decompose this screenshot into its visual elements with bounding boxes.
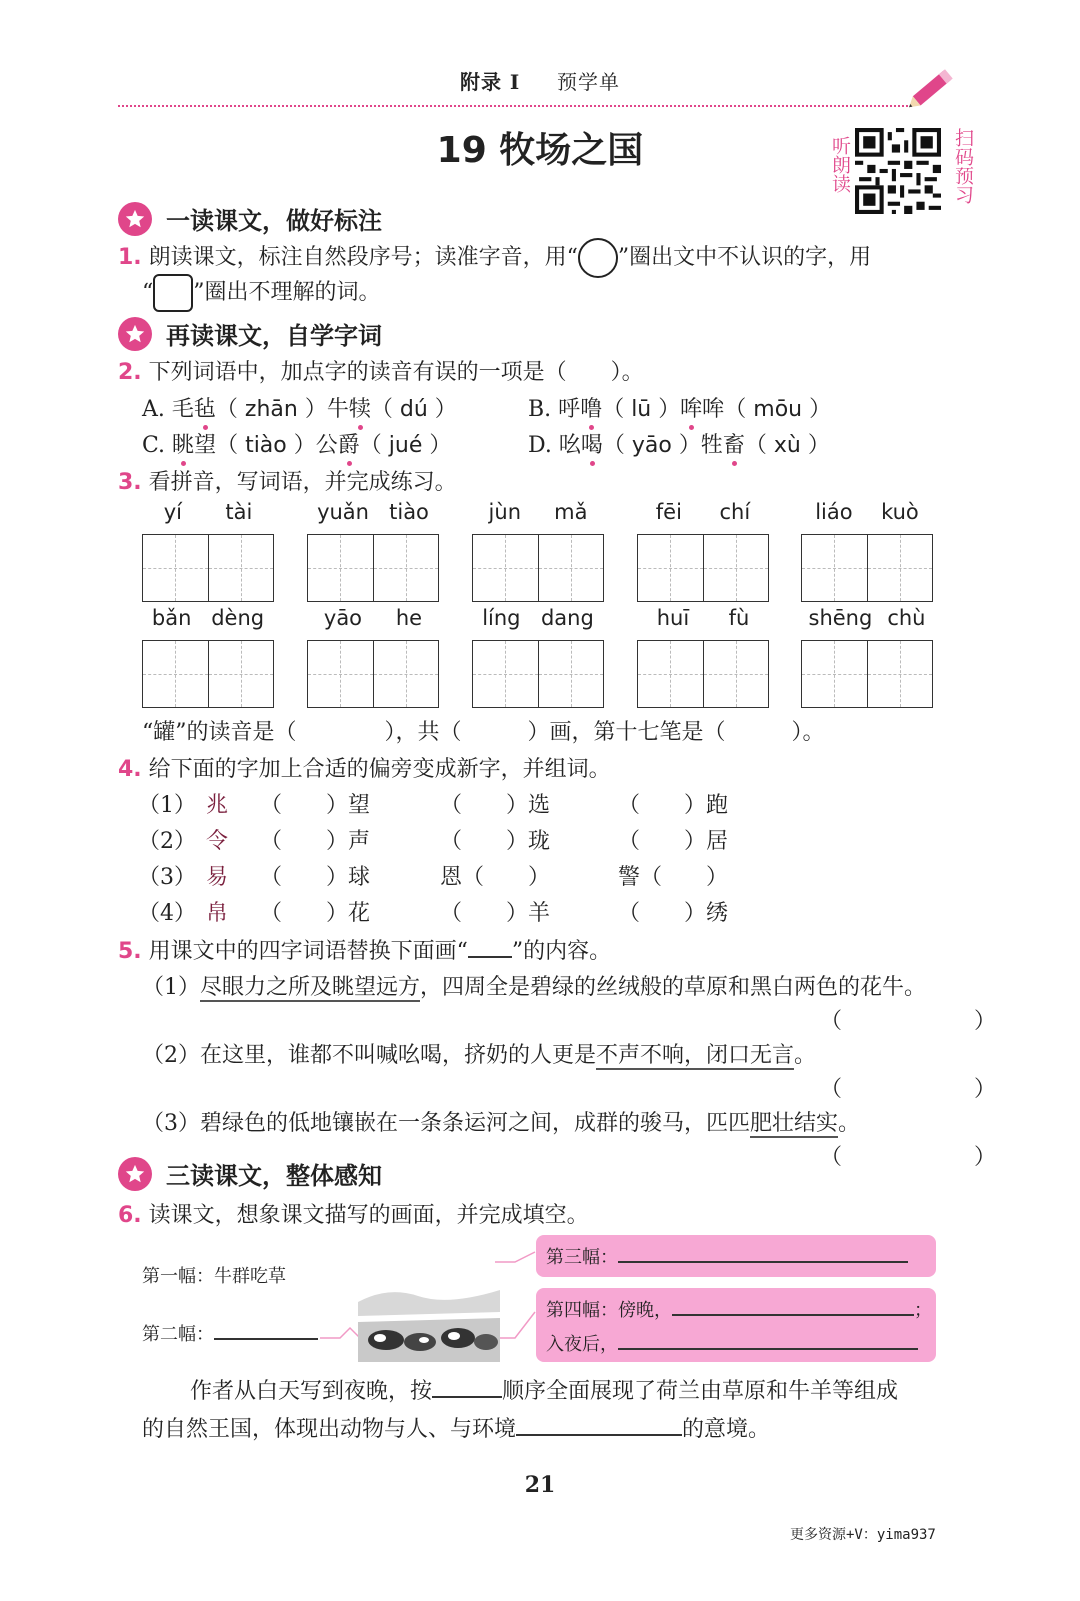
pinyin-row [472,500,604,530]
question-text: ”的内容。 [511,939,612,964]
question-2-stem [118,355,644,386]
section-title-3: 三读课文，整体感知 [166,1162,382,1190]
question-6-stem [118,1198,589,1229]
sub-number: （1） [142,975,200,1000]
pinyin-grid-group [472,606,604,708]
dotted-char: 眺 [172,433,195,458]
summary-text: 的自然王国，体现出动物与人、与环境 [142,1417,517,1442]
picture-4-box [536,1288,936,1362]
pinyin-row [142,606,274,636]
section-heading-1 [118,201,382,236]
answer-paren[interactable]: （ ）选 [440,793,551,818]
sentence-text: 。 [794,1043,817,1068]
answer-paren[interactable]: （ ）跑 [618,793,729,818]
writing-cells [142,640,274,708]
pinyin-grid-group [472,500,604,602]
writing-cells [307,640,439,708]
answer-paren[interactable]: （ ）声 [260,829,371,854]
answer-paren[interactable]: 恩（ ） [440,865,551,890]
star-icon [118,1157,152,1191]
summary-text: 作者从白天写到夜晚，按 [190,1379,433,1404]
option-label: A. [142,397,165,422]
sentence-text: 在这里，谁都不叫喊吆喝，挤奶的人更是 [200,1043,597,1068]
question-number: 6. [118,1203,142,1228]
section-label: 预学单 [557,70,621,94]
sub-number: （3） [138,865,196,890]
pinyin-row [637,606,769,636]
question-1-line-2 [142,274,381,312]
answer-paren[interactable]: （ ）花 [260,901,371,926]
underlined-phrase: 不声不响，闭口无言 [596,1043,795,1068]
writing-cell[interactable] [703,641,769,707]
summary-text: 顺序全面展现了荷兰由草原和牛羊等组成 [502,1379,899,1404]
dotted-char: 畜 [722,433,745,458]
answer-paren[interactable]: （ ）球 [260,865,371,890]
sentence-text: 。 [838,1111,861,1136]
picture-2-label [142,1320,318,1346]
writing-cell[interactable] [208,535,274,601]
pinyin-syllable: chù [887,606,926,630]
question-3-stem [118,465,457,496]
question-number: 2. [118,360,142,385]
circle-mark-icon [578,238,618,278]
question-5-sentence-1 [142,970,926,1001]
sentence-text: ，四周全是碧绿的丝绒般的草原和黑白两色的花牛。 [420,975,927,1000]
pinyin-grid-group [801,606,933,708]
writing-cell[interactable] [638,535,703,601]
appendix-label: 附录 I [459,70,521,94]
pinyin-syllable: he [395,606,423,630]
writing-cells [472,534,604,602]
pinyin-row [307,606,439,636]
question-number: 5. [118,939,142,964]
pinyin-syllable: dang [540,606,594,630]
question-5-sentence-2 [142,1038,816,1069]
pencil-icon [902,60,962,116]
question-1-line-1 [118,238,871,278]
word-char: 牲 [700,433,723,458]
pinyin: （ tiào ） [216,433,316,458]
option-label: C. [142,433,166,458]
writing-cells [472,640,604,708]
option-d[interactable] [528,428,830,459]
label-text: 第四幅：傍晚， [546,1300,672,1321]
answer-blank[interactable] [672,1314,914,1316]
question-text: ”圈出不理解的词。 [193,280,381,305]
writing-cell[interactable] [373,535,439,601]
answer-paren-2[interactable]: （ ） [820,1077,997,1102]
section-title-2: 再读课文，自学字词 [166,322,382,350]
pinyin-syllable: tiào [389,500,429,524]
word-char: 牛 [326,397,349,422]
page-number: 21 [524,1472,556,1498]
base-character: 帛 [206,901,229,926]
section-heading-2 [118,316,382,351]
answer-paren[interactable]: （ ）珑 [440,829,551,854]
pinyin-syllable: kuò [881,500,919,524]
option-label: D. [528,433,552,458]
writing-cells [637,640,769,708]
option-b[interactable] [528,392,831,423]
word-char: 吆 [558,433,581,458]
writing-cell[interactable] [208,641,274,707]
pinyin-syllable: fēi [655,500,682,524]
pinyin-syllable: liáo [815,500,853,524]
pinyin-syllable: yí [163,500,182,524]
pinyin: （ dú ） [370,397,457,422]
sub-number: （2） [142,1043,200,1068]
question-number: 4. [118,757,142,782]
pinyin: （ jué ） [359,433,452,458]
writing-cell[interactable] [473,641,538,707]
pinyin-row [307,500,439,530]
picture-4-night [546,1330,918,1356]
answer-blank[interactable] [214,1338,318,1340]
pinyin-grid-group [142,606,274,708]
writing-cell[interactable] [143,641,208,707]
question-text: ”圈出文中不认识的字，用 [617,245,872,270]
writing-cells [637,534,769,602]
picture-3-label [546,1243,908,1269]
dotted-char: 喝 [580,433,603,458]
dotted-char: 犊 [348,397,371,422]
answer-paren[interactable]: （ ）居 [618,829,729,854]
writing-cells [142,534,274,602]
word-char: 哞 [702,397,725,422]
pinyin-row [472,606,604,636]
writing-cell[interactable] [473,535,538,601]
star-icon [118,317,152,351]
word-char: 公 [315,433,338,458]
answer-blank[interactable] [516,1434,682,1436]
star-icon [118,202,152,236]
base-character: 易 [206,865,229,890]
pinyin-grid-group [142,500,274,602]
summary-text: 的意境。 [682,1417,771,1442]
pinyin-row [801,606,933,636]
question-text: “ [142,280,154,305]
writing-cell[interactable] [638,641,703,707]
word-char: 呼 [558,397,581,422]
pinyin-syllable: yāo [323,606,363,630]
pinyin: （ mōu ） [724,397,832,422]
dotted-char: 哞 [680,397,703,422]
writing-cell[interactable] [373,641,439,707]
writing-cell[interactable] [308,641,373,707]
sub-number: （4） [138,901,196,926]
question-text: 朗读课文，标注自然段序号；读准字音，用“ [148,245,578,270]
question-number: 1. [118,245,142,270]
pinyin-syllable: chí [719,500,751,524]
base-character: 令 [206,829,229,854]
writing-cell[interactable] [867,535,933,601]
label-text: ； [914,1300,932,1321]
pinyin-row [637,500,769,530]
answer-paren-1[interactable]: （ ） [820,1009,997,1034]
writing-cell[interactable] [538,641,604,707]
dotted-char: 毡 [193,397,216,422]
pinyin-syllable: bǎn [151,606,192,630]
qr-left-label: 听朗读 [829,136,851,193]
writing-cells [801,534,933,602]
question-5-stem [118,934,611,965]
dotted-char: 爵 [337,433,360,458]
pinyin-syllable: jùn [488,500,522,524]
pinyin-grid-group [637,500,769,602]
underlined-phrase: 尽眼力之所及眺望远方 [200,975,421,1000]
sentence-text: 碧绿色的低地镶嵌在一条条运河之间，成群的骏马，匹匹 [200,1111,751,1136]
answer-paren[interactable]: （ ）羊 [440,901,551,926]
writing-cell[interactable] [143,535,208,601]
label-text: 入夜后， [546,1334,618,1355]
writing-cell[interactable] [802,641,867,707]
summary-line-2 [142,1412,770,1443]
qr-right-label: 扫码预习 [952,128,974,204]
word-char: 望 [194,433,217,458]
pinyin-syllable: mǎ [554,500,588,524]
writing-cell[interactable] [703,535,769,601]
answer-blank[interactable] [618,1348,918,1350]
picture-3-box [536,1235,936,1277]
qr-code-icon[interactable] [855,128,941,214]
pinyin-grid-group [801,500,933,602]
option-a[interactable] [142,392,457,423]
dotted-char: 噜 [580,397,603,422]
question-text: 用课文中的四字词语替换下面画“ [148,939,468,964]
question-text: 看拼音，写词语，并完成练习。 [148,470,457,495]
cows-pasture-illustration [358,1272,500,1362]
underline-sample [468,956,512,958]
question-4-stem [118,752,611,783]
writing-cell[interactable] [538,535,604,601]
answer-blank[interactable] [432,1396,502,1398]
question-text: 给下面的字加上合适的偏旁变成新字，并组词。 [148,757,611,782]
pinyin: （ yāo ） [602,433,701,458]
page-title: 19 牧场之国 [436,130,644,171]
sub-number: （3） [142,1111,200,1136]
pinyin-syllable: shēng [808,606,873,630]
option-label: B. [528,397,552,422]
picture-4-evening [546,1296,932,1322]
writing-cell[interactable] [867,641,933,707]
pinyin-grid-group [307,606,439,708]
pinyin-syllable: fù [728,606,750,630]
base-character: 兆 [206,793,229,818]
footer-note: 更多资源+V：yima937 [790,1527,936,1543]
question-text: 下列词语中，加点字的读音有误的一项是（ ）。 [148,360,644,385]
pinyin-syllable: huī [656,606,690,630]
square-mark-icon [153,274,193,312]
pinyin-row [142,500,274,530]
answer-paren[interactable]: 警（ ） [618,865,729,890]
pinyin-grid-group [307,500,439,602]
underlined-phrase: 肥壮结实 [750,1111,839,1136]
sub-number: （1） [138,793,196,818]
option-c[interactable] [142,428,451,459]
section-title-1: 一读课文，做好标注 [166,207,382,235]
header-divider [118,105,908,107]
writing-cells [307,534,439,602]
pinyin: （ zhān ） [215,397,327,422]
summary-line-1 [190,1374,898,1405]
pinyin-syllable: líng [482,606,521,630]
answer-paren[interactable]: （ ）望 [260,793,371,818]
pinyin-syllable: yuǎn [317,500,369,524]
pinyin-grid-group [637,606,769,708]
sub-number: （2） [138,829,196,854]
writing-cells [801,640,933,708]
label-text: 第二幅： [142,1324,214,1345]
answer-paren[interactable]: （ ）绣 [618,901,729,926]
pinyin-row [801,500,933,530]
label-text: 第三幅： [546,1247,618,1268]
question-text: 读课文，想象课文描写的画面，并完成填空。 [148,1203,589,1228]
answer-paren-3[interactable]: （ ） [820,1145,997,1170]
question-5-sentence-3 [142,1106,860,1137]
picture-1-label: 第一幅：牛群吃草 [142,1266,286,1287]
pinyin: （ lū ） [602,397,681,422]
pinyin-syllable: dèng [211,606,265,630]
word-char: 毛 [171,397,194,422]
question-number: 3. [118,470,142,495]
question-3-extra: “罐”的读音是（ ），共（ ）画，第十七笔是（ ）。 [142,720,825,745]
answer-blank[interactable] [618,1261,908,1263]
writing-cell[interactable] [308,535,373,601]
pinyin: （ xù ） [744,433,830,458]
pinyin-syllable: tài [225,500,253,524]
section-heading-3 [118,1156,382,1191]
writing-cell[interactable] [802,535,867,601]
